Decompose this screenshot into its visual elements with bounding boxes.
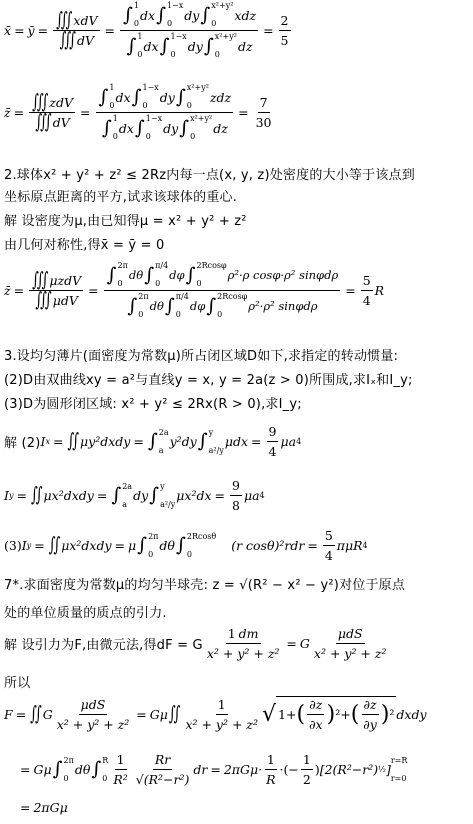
equation-iy-circle: (3) I y = ∫∫ μx²dxdy = μ ∫ 2π 0 dθ ∫ 2Rcosθ 0 (r cosθ)²rdr = $\frac{5}{4}$ πμR 4: [4, 528, 368, 563]
equation-force-1: F = ∫∫ G μdS x² + y² + z² = Gμ ∫∫ 1 x² + y² + z² √ 1+ ( ∂z ∂x ) ²+ ( ∂z ∂y ) ² dxdy: [4, 696, 427, 732]
problem-3-line-2: (2)D由双曲线xy = a²与直线y = x, y = 2a(z > 0)所围成,求Iₓ和I_y;: [4, 373, 413, 388]
solution-7-line-1: 解 设引力为F,由微元法,得dF = G: [4, 638, 203, 653]
equation-df: 解 设引力为F,由微元法,得dF = G 1 dm x² + y² + z² = G μdS x² + y² + z²: [4, 626, 387, 661]
equation-force-2: = Gμ ∫ 2π 0 dθ ∫ R 0 1 R² Rr √(R²−r²) dr = 2πGμ· 1 R ·(− $\frac{1}{2}$ ) [2(R²−r²) ½ ] r=R r=0: [20, 752, 408, 787]
problem-2-line-2: 坐标原点距离的平方,试求该球体的重心.: [4, 190, 238, 205]
solution-2-line-1: 解 设密度为μ,由已知得μ = x² + y² + z²: [4, 214, 247, 229]
solution-7-line-2: 所以: [4, 676, 31, 691]
equation-iy-hyperbola: I y = ∫∫ μx²dxdy = ∫ 2a a dy ∫ y a²/y μx²dx = $\frac{9}{8}$ μa 4: [4, 478, 265, 513]
solution-2-line-2: 由几何对称性,得x̄ = ȳ = 0: [4, 238, 165, 253]
equation-zbar-cube: z̄ = ∫∫∫ zdV ∫∫∫ dV = ∫ 1 0 dx ∫ 1−x 0 dy ∫ x²+y² 0 zdz ∫ 1 0 dx ∫ 1−x 0 dy ∫ x²+y² 0 dz = $\frac{7}{30}$: [4, 83, 272, 141]
problem-7-line-2: 处的单位质量的质点的引力.: [4, 606, 167, 621]
equation-ix: 解 (2) I x = ∫∫ μy²dxdy = ∫ 2a a y²dy ∫ y a²/y μdx = $\frac{9}{4}$ μa 4: [4, 424, 302, 459]
problem-2-line-1: 2.球体x² + y² + z² ≤ 2Rz内每一点(x, y, z)处密度的大小等于该点到: [4, 168, 415, 183]
problem-7-line-1: 7*.求面密度为常数μ的均匀半球壳: z = √(R² − x² − y²)对位于原点: [4, 578, 406, 593]
equation-force-result: = 2πGμ: [20, 800, 68, 815]
problem-3-line-1: 3.设均匀薄片(面密度为常数μ)所占闭区域D如下,求指定的转动惯量:: [4, 349, 399, 364]
equation-zbar-ball: z̄ = ∫∫∫ μzdV ∫∫∫ μdV = ∫ 2π 0 dθ ∫ π/4 0 dφ ∫ 2Rcosφ 0 ρ²·ρ cosφ·ρ² sinφdρ ∫ 2π 0 dθ ∫ π/4 0 dφ ∫ 2Rcosφ 0 ρ²·ρ² sinφdρ = $\frac{5}{4}$ R: [4, 261, 385, 319]
equation-xbar: x̄ = ȳ = ∫∫∫ xdV ∫∫∫ dV = ∫ 1 0 dx ∫ 1−x 0 dy ∫ x²+y² 0 xdz ∫ 1 0 dx ∫ 1−x 0 dy ∫ x²+y² 0 dz = $\frac{2}{5}$: [4, 1, 289, 59]
problem-3-line-3: (3)D为圆形闭区域: x² + y² ≤ 2Rx(R > 0),求I_y;: [4, 397, 302, 412]
